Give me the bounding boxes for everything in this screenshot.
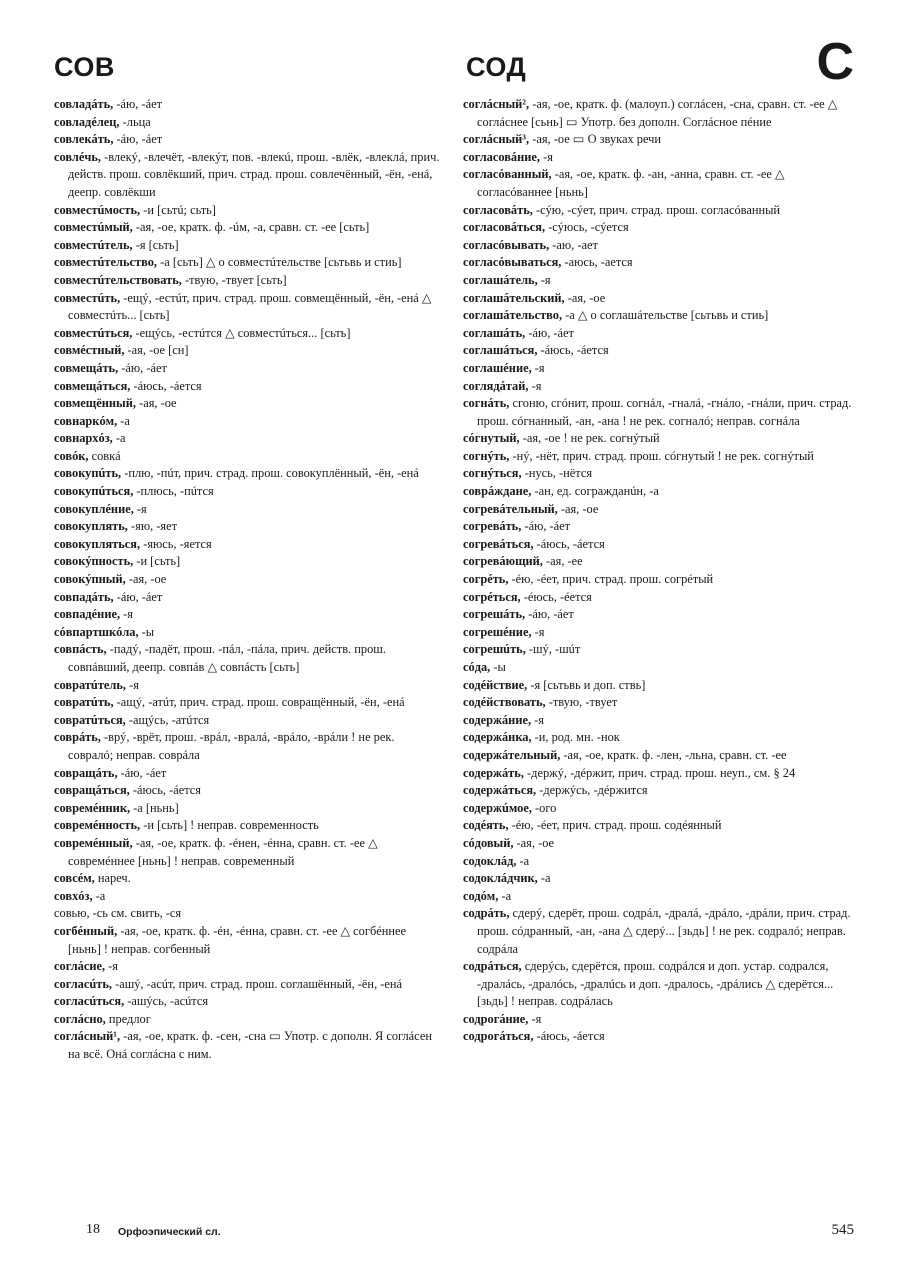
dictionary-entry — [463, 677, 854, 695]
dictionary-entry — [54, 360, 440, 378]
entry-details: -нý, -нёт, прич. страд. прош. сóгнутый ! не рек. согнýтый — [509, 448, 814, 463]
dictionary-entry — [54, 114, 440, 132]
entry-headword: сóдовый, — [463, 835, 514, 850]
dictionary-entry — [54, 677, 440, 695]
dictionary-entry — [463, 765, 854, 783]
dictionary-entry — [463, 501, 854, 519]
entry-details: -áю, -áет — [118, 360, 167, 375]
dictionary-entry — [463, 782, 854, 800]
dictionary-entry — [463, 96, 854, 131]
entry-headword: согласóванный, — [463, 167, 552, 182]
dictionary-entry — [54, 765, 440, 783]
dictionary-entry — [54, 272, 440, 290]
dictionary-entry — [54, 413, 440, 431]
entry-details: -я — [537, 272, 551, 287]
left-column — [54, 96, 440, 1064]
entry-headword: совратúть, — [54, 695, 114, 710]
entry-details: -я — [133, 501, 147, 516]
entry-headword: согласовáние, — [463, 149, 540, 164]
dictionary-entry — [54, 870, 440, 888]
entry-headword: согласóвываться, — [463, 255, 562, 270]
dictionary-entry — [463, 131, 854, 149]
dictionary-entry — [463, 395, 854, 430]
entry-details: сгоню, сгóнит, прош. согнáл, -гналá, -гнáло, -гнáли, прич. страд. прош. сóгнанный, -ан, -ана ! не рек. согналó; неправ. согнáла — [477, 396, 852, 428]
dictionary-entry — [463, 905, 854, 958]
entry-headword: согревáть, — [463, 519, 522, 534]
dictionary-entry — [463, 272, 854, 290]
dictionary-entry — [463, 378, 854, 396]
entry-headword: совместúтель, — [54, 237, 133, 252]
dictionary-entry — [463, 307, 854, 325]
entry-details: -я [сьть] — [132, 237, 179, 252]
entry-headword: совмещáться, — [54, 378, 131, 393]
entry-details: -ая, -ое, кратк. ф. (малоуп.) соглáсен, -сна, сравн. ст. -ее △ соглáснее [сьнь] ▭ Употр. без дополн. Соглáсное пéние — [477, 97, 838, 129]
entry-headword: совместúмый, — [54, 220, 133, 235]
entry-headword: совремéнность, — [54, 818, 141, 833]
dictionary-entry — [463, 483, 854, 501]
running-head-right: СОД — [466, 52, 527, 82]
dictionary-entry — [54, 905, 440, 923]
entry-headword: соглáсный², — [463, 97, 530, 111]
dictionary-entry — [54, 589, 440, 607]
entry-headword: согревáющий, — [463, 554, 543, 569]
entry-headword: содержáть, — [463, 765, 524, 780]
entry-details: -ая, -ое [сн] — [124, 343, 189, 358]
dictionary-entry — [54, 237, 440, 255]
dictionary-entry — [54, 888, 440, 906]
entry-headword: согнýть, — [463, 448, 510, 463]
entry-headword: содрогáние, — [463, 1011, 529, 1026]
entry-headword: содрогáться, — [463, 1029, 534, 1044]
entry-headword: содержáние, — [463, 712, 532, 727]
entry-headword: совлéчь, — [54, 149, 102, 164]
entry-details: -áюсь, -áется — [533, 536, 605, 551]
entry-details: -éюсь, -éется — [520, 589, 592, 604]
entry-headword: совпадéние, — [54, 607, 121, 622]
dictionary-entry — [463, 694, 854, 712]
entry-details: -áюсь, -áется — [129, 783, 201, 798]
entry-details: -ы — [490, 660, 506, 674]
entry-headword: соглашáтельский, — [463, 290, 565, 305]
dictionary-entry — [54, 465, 440, 483]
entry-details: -а — [537, 871, 551, 886]
entry-headword: совпадáть, — [54, 589, 114, 604]
entry-headword: соглáсно, — [54, 1011, 106, 1026]
dictionary-entry — [463, 237, 854, 255]
dictionary-entry — [463, 853, 854, 871]
dictionary-entry — [54, 817, 440, 835]
dictionary-entry — [54, 993, 440, 1011]
dictionary-entry — [463, 149, 854, 167]
entry-headword: совращáть, — [54, 765, 118, 780]
entry-details: -ашýсь, -асúтся — [124, 994, 209, 1009]
entry-details: -ая, -ое ! не рек. согнýтый — [519, 431, 660, 446]
dictionary-entry — [54, 149, 440, 202]
dictionary-entry — [54, 483, 440, 501]
dictionary-entry — [463, 430, 854, 448]
entry-details: -и [сьть] — [133, 554, 181, 569]
dictionary-entry — [54, 536, 440, 554]
entry-details: -плю, -пúт, прич. страд. прош. совокуплённый, -ён, -енá — [121, 466, 419, 481]
entry-headword: совремéнник, — [54, 800, 131, 815]
dictionary-entry — [463, 202, 854, 220]
entry-details: -твую, -твует [сьть] — [181, 272, 287, 287]
dictionary-entry — [54, 571, 440, 589]
entry-headword: совместúться, — [54, 325, 133, 340]
dictionary-entry — [463, 1011, 854, 1029]
entry-details: -и [сьтú; сьть] — [140, 202, 216, 217]
entry-details: -éю, -éет, прич. страд. прош. согрéтый — [508, 572, 714, 587]
dictionary-entry — [54, 131, 440, 149]
entry-headword: соглашáтельство, — [463, 308, 563, 323]
dictionary-entry — [463, 166, 854, 201]
entry-details: -сýюсь, -сýется — [545, 220, 629, 235]
dictionary-entry — [463, 958, 854, 1011]
entry-headword: совладéлец, — [54, 114, 120, 129]
entry-details: -и [сьть] ! неправ. современность — [140, 818, 319, 833]
dictionary-entry — [54, 782, 440, 800]
running-head-left: СОВ — [54, 52, 115, 82]
entry-headword: соглашéние, — [463, 360, 532, 375]
right-column — [463, 96, 854, 1046]
entry-details: -держý, -дéржит, прич. страд. прош. неуп., см. § 24 — [523, 765, 796, 780]
entry-details: -падý, -падёт, прош. -пáл, -пáла, прич. действ. прош. совпáвший, деепр. совпáв △ совпáсть [сьть] — [68, 642, 386, 674]
entry-headword: согнýться, — [463, 466, 522, 481]
entry-headword: содержáться, — [463, 783, 537, 798]
entry-headword: согласовáть, — [463, 202, 533, 217]
dictionary-entry — [54, 800, 440, 818]
entry-headword: соглашáть, — [463, 325, 526, 340]
entry-headword: совпáсть, — [54, 642, 107, 657]
entry-headword: сóда, — [463, 660, 491, 674]
entry-details: -яюсь, -яется — [140, 536, 212, 551]
dictionary-entry — [54, 835, 440, 870]
entry-headword: совратúтель, — [54, 677, 127, 692]
entry-headword: содéйствовать, — [463, 695, 546, 710]
entry-details: -áю, -áет — [525, 607, 574, 622]
entry-details: сдерý, сдерёт, прош. содрáл, -дралá, -дрáло, -дрáли, прич. страд. прош. сóдранный, -ан, -ана △ сдерý... [зьдь] ! не рек. содралó; неправ. содрáла — [477, 906, 851, 956]
entry-details: -и, род. мн. -нок — [531, 730, 620, 745]
dictionary-entry — [463, 553, 854, 571]
dictionary-entry — [54, 958, 440, 976]
dictionary-entry — [54, 290, 440, 325]
entry-details: -áю, -áет — [113, 589, 163, 604]
dictionary-entry — [54, 96, 440, 114]
entry-headword: согбéнный, — [54, 923, 118, 938]
dictionary-entry — [463, 342, 854, 360]
entry-details: -а — [117, 413, 130, 428]
entry-details: -ая, -ое, кратк. ф. -сен, -сна ▭ Употр. с дополн. Я соглáсен на всё. Онá соглáсна с ним. — [68, 1029, 432, 1062]
entry-headword: согрешéние, — [463, 624, 532, 639]
entry-headword: совращáться, — [54, 783, 130, 798]
entry-headword: соглашáтель, — [463, 272, 538, 287]
dictionary-entry — [54, 624, 440, 642]
entry-details: -я — [531, 712, 544, 727]
entry-details: -ая, -ое, кратк. ф. -éнен, -éнна, сравн. ст. -ее △ совремéннее [ньнь] ! неправ. современный — [68, 835, 378, 868]
dictionary-entry — [463, 712, 854, 730]
entry-headword: совместúтельствовать, — [54, 272, 182, 287]
dictionary-entry — [54, 219, 440, 237]
entry-headword: совокупúть, — [54, 466, 122, 481]
dictionary-entry — [463, 465, 854, 483]
entry-details: -я — [105, 959, 119, 974]
entry-headword: содрáться, — [463, 959, 522, 974]
entry-details: -áюсь, -áется — [537, 343, 609, 358]
dictionary-entry — [463, 870, 854, 888]
entry-headword: согнáть, — [463, 396, 510, 411]
dictionary-entry — [463, 518, 854, 536]
dictionary-entry — [463, 641, 854, 659]
entry-details: -ащý, -атúт, прич. страд. прош. совращённый, -ён, -енá — [113, 695, 405, 710]
entry-details: -ая, -ое — [564, 290, 606, 305]
entry-details: -я [сьтьвь и доп. ствь] — [527, 677, 646, 692]
entry-details: -я — [528, 378, 542, 393]
dictionary-entry — [54, 1028, 440, 1063]
entry-details: -твую, -твует — [545, 695, 618, 710]
entry-headword: совместúмость, — [54, 202, 141, 217]
entry-details: -ы — [138, 624, 155, 639]
dictionary-entry — [463, 800, 854, 818]
entry-details: совью, -сь см. свить, -ся — [54, 906, 182, 921]
entry-details: -áю, -áет — [113, 132, 163, 147]
dictionary-entry — [54, 202, 440, 220]
entry-headword: совратúться, — [54, 712, 126, 727]
entry-details: -ая, -ое — [557, 501, 599, 516]
entry-headword: согрешúть, — [463, 642, 526, 657]
entry-headword: содоклáд, — [463, 853, 517, 868]
entry-headword: совмещáть, — [54, 360, 119, 375]
entry-details: -ащýсь, -атúтся — [125, 712, 210, 727]
entry-details: нареч. — [94, 871, 131, 886]
entry-headword: содóм, — [463, 888, 499, 903]
entry-headword: содрáть, — [463, 906, 510, 921]
dictionary-entry — [54, 694, 440, 712]
dictionary-entry — [54, 378, 440, 396]
entry-headword: совокуплять, — [54, 519, 128, 534]
entry-headword: совмещённый, — [54, 396, 136, 411]
entry-headword: согласóвывать, — [463, 237, 550, 252]
entry-details: -а — [92, 888, 106, 903]
entry-headword: совместúтельство, — [54, 255, 158, 270]
entry-details: -ая, -ое, кратк. ф. -ан, -анна, сравн. ст. -ее △ согласóваннее [ньнь] — [477, 167, 785, 199]
entry-details: -ещýсь, -естúтся △ совместúться... [сьть] — [132, 325, 351, 340]
entry-headword: совокýпный, — [54, 572, 126, 587]
entry-details: -ашý, -асúт, прич. страд. прош. соглашённый, -ён, -енá — [111, 976, 403, 991]
entry-details: -ая, -ое — [135, 396, 177, 411]
dictionary-entry — [463, 1028, 854, 1046]
entry-details: -плюсь, -пúтся — [133, 484, 214, 499]
entry-details: -шý, -шúт — [525, 642, 581, 657]
entry-details: -áю, -áет — [117, 765, 167, 780]
dictionary-entry — [54, 729, 440, 764]
entry-details: -а — [516, 853, 530, 868]
entry-details: -льца — [119, 114, 151, 129]
page-number-left: 18 — [86, 1222, 100, 1237]
dictionary-entry — [54, 395, 440, 413]
dictionary-entry — [463, 290, 854, 308]
entry-headword: содéять, — [463, 818, 509, 833]
entry-details: -ая, -ое, кратк. ф. -éн, -éнна, сравн. ст. -ее △ согбéннее [ньнь] ! неправ. согбенный — [68, 923, 407, 956]
entry-details: -аюсь, -ается — [561, 255, 633, 270]
dictionary-entry — [463, 536, 854, 554]
footer-title: Орфоэпический сл. — [118, 1226, 221, 1238]
dictionary-entry — [54, 641, 440, 676]
entry-headword: соглáсный³, — [463, 132, 530, 147]
dictionary-entry — [463, 325, 854, 343]
entry-details: -врý, -врёт, прош. -врáл, -вралá, -врáло, -врáли ! не рек. совралó; неправ. соврáла — [68, 730, 395, 762]
entry-details: -ан, ед. согражданúн, -а — [531, 484, 659, 499]
entry-details: -аю, -ает — [549, 237, 598, 252]
dictionary-entry — [54, 430, 440, 448]
entry-details: сдерýсь, сдерётся, прош. содрáлся и доп. устар. содрался, -дралáсь, -дралóсь, -дралúсь и доп. -дралось, -дрáлись △ сдерётся... [зьдь] ! неправ. содрáлась — [477, 959, 834, 1009]
entry-details: -ая, -ое — [125, 572, 167, 587]
entry-details: совкá — [88, 448, 121, 463]
entry-details: -áю, -áет — [521, 519, 571, 534]
entry-headword: соглашáться, — [463, 343, 538, 358]
entry-headword: совремéнный, — [54, 835, 133, 850]
dictionary-entry — [463, 448, 854, 466]
entry-details: -ещý, -естúт, прич. страд. прош. совмещённый, -ён, -енá △ совместúть... [сьть] — [68, 290, 432, 323]
dictionary-entry — [463, 747, 854, 765]
entry-headword: сóгнутый, — [463, 431, 520, 446]
entry-details: -я — [540, 149, 553, 164]
entry-details: -я — [531, 624, 545, 639]
entry-details: -ая, -ое ▭ О звуках речи — [529, 132, 662, 147]
entry-details: -а [сьть] △ о совместúтельстве [сьтьвь и стиь] — [157, 255, 402, 270]
dictionary-entry — [54, 448, 440, 466]
entry-headword: согревáтельный, — [463, 501, 558, 516]
dictionary-entry — [463, 360, 854, 378]
section-letter: С — [816, 33, 854, 91]
entry-headword: совокýпность, — [54, 554, 134, 569]
entry-headword: согласúться, — [54, 994, 125, 1009]
dictionary-entry — [463, 817, 854, 835]
entry-details: -я — [120, 607, 133, 622]
dictionary-entry — [463, 589, 854, 607]
dictionary-entry — [54, 553, 440, 571]
entry-headword: соглáсный¹, — [54, 1029, 121, 1044]
entry-headword: сóвпартшкóла, — [54, 624, 139, 639]
entry-details: -сýю, -сýет, прич. страд. прош. согласóванный — [532, 202, 781, 217]
dictionary-entry — [463, 659, 854, 677]
entry-details: предлог — [105, 1011, 151, 1026]
entry-headword: содержáтельный, — [463, 747, 561, 762]
dictionary-entry — [54, 518, 440, 536]
dictionary-entry — [54, 1011, 440, 1029]
entry-details: -я — [531, 360, 545, 375]
dictionary-entry — [54, 923, 440, 958]
dictionary-entry — [54, 254, 440, 272]
dictionary-entry — [463, 624, 854, 642]
entry-details: -ая, -ое — [513, 835, 555, 850]
entry-headword: согрешáть, — [463, 607, 526, 622]
entry-headword: соглядáтай, — [463, 378, 529, 393]
entry-headword: согласовáться, — [463, 220, 546, 235]
dictionary-entry — [463, 254, 854, 272]
entry-details: -éю, -éет, прич. страд. прош. содéянный — [508, 818, 722, 833]
dictionary-entry — [463, 888, 854, 906]
dictionary-entry — [463, 571, 854, 589]
entry-details: -влекý, -влечёт, -влекýт, пов. -влекú, прош. -влёк, -влеклá, прич. действ. прош. совлёкший, прич. страд. прош. совлечённый, -ён, -енá, деепр. совлёкши — [68, 149, 440, 199]
dictionary-entry — [54, 342, 440, 360]
entry-headword: содéйствие, — [463, 677, 528, 692]
entry-headword: совладáть, — [54, 97, 114, 111]
dictionary-entry — [54, 325, 440, 343]
entry-headword: совокуплéние, — [54, 501, 134, 516]
entry-details: -ого — [531, 800, 557, 815]
entry-headword: соглáсие, — [54, 959, 106, 974]
entry-headword: согрéться, — [463, 589, 521, 604]
entry-headword: совнаркóм, — [54, 413, 118, 428]
entry-headword: совокупúться, — [54, 484, 134, 499]
entry-headword: совхóз, — [54, 888, 93, 903]
entry-headword: содержáнка, — [463, 730, 532, 745]
entry-headword: совокупляться, — [54, 536, 141, 551]
dictionary-entry — [463, 729, 854, 747]
entry-headword: совлекáть, — [54, 132, 114, 147]
dictionary-entry — [54, 606, 440, 624]
entry-details: -я — [528, 1011, 542, 1026]
entry-headword: содержúмое, — [463, 800, 532, 815]
page-number-right: 545 — [831, 1222, 854, 1238]
dictionary-entry — [54, 712, 440, 730]
dictionary-entry — [54, 501, 440, 519]
entry-details: -а △ о соглашáтельстве [сьтьвь и стиь] — [562, 308, 769, 323]
entry-headword: совнархóз, — [54, 431, 113, 446]
entry-details: -áю, -áет — [113, 97, 162, 111]
dictionary-entry — [463, 219, 854, 237]
entry-details: -ая, -ое, кратк. ф. -лен, -льна, сравн. ст. -ее — [560, 747, 787, 762]
entry-details: -áю, -áет — [525, 325, 574, 340]
entry-headword: согревáться, — [463, 536, 534, 551]
entry-details: -а — [498, 888, 512, 903]
entry-headword: содоклáдчик, — [463, 871, 538, 886]
entry-headword: совсéм, — [54, 871, 95, 886]
entry-details: -держýсь, -дéржится — [536, 783, 648, 798]
entry-headword: соврáждане, — [463, 484, 532, 499]
entry-details: -а [ньнь] — [130, 800, 179, 815]
entry-details: -ая, -ое, кратк. ф. -úм, -а, сравн. ст. -ее [сьть] — [132, 220, 370, 235]
entry-headword: соврáть, — [54, 730, 101, 745]
entry-details: -ая, -ее — [542, 554, 583, 569]
entry-headword: согрéть, — [463, 572, 509, 587]
entry-details: -я — [126, 677, 139, 692]
entry-details: -áюсь, -áется — [533, 1029, 605, 1044]
dictionary-entry — [463, 606, 854, 624]
entry-details: -а — [112, 431, 126, 446]
dictionary-entry — [54, 976, 440, 994]
entry-headword: согласúть, — [54, 976, 112, 991]
entry-headword: совóк, — [54, 448, 89, 463]
entry-details: -яю, -яет — [127, 519, 178, 534]
dictionary-entry — [463, 835, 854, 853]
entry-headword: совмéстный, — [54, 343, 125, 358]
entry-details: -нусь, -нётся — [521, 466, 593, 481]
entry-details: -áюсь, -áется — [130, 378, 202, 393]
entry-headword: совместúть, — [54, 290, 121, 305]
